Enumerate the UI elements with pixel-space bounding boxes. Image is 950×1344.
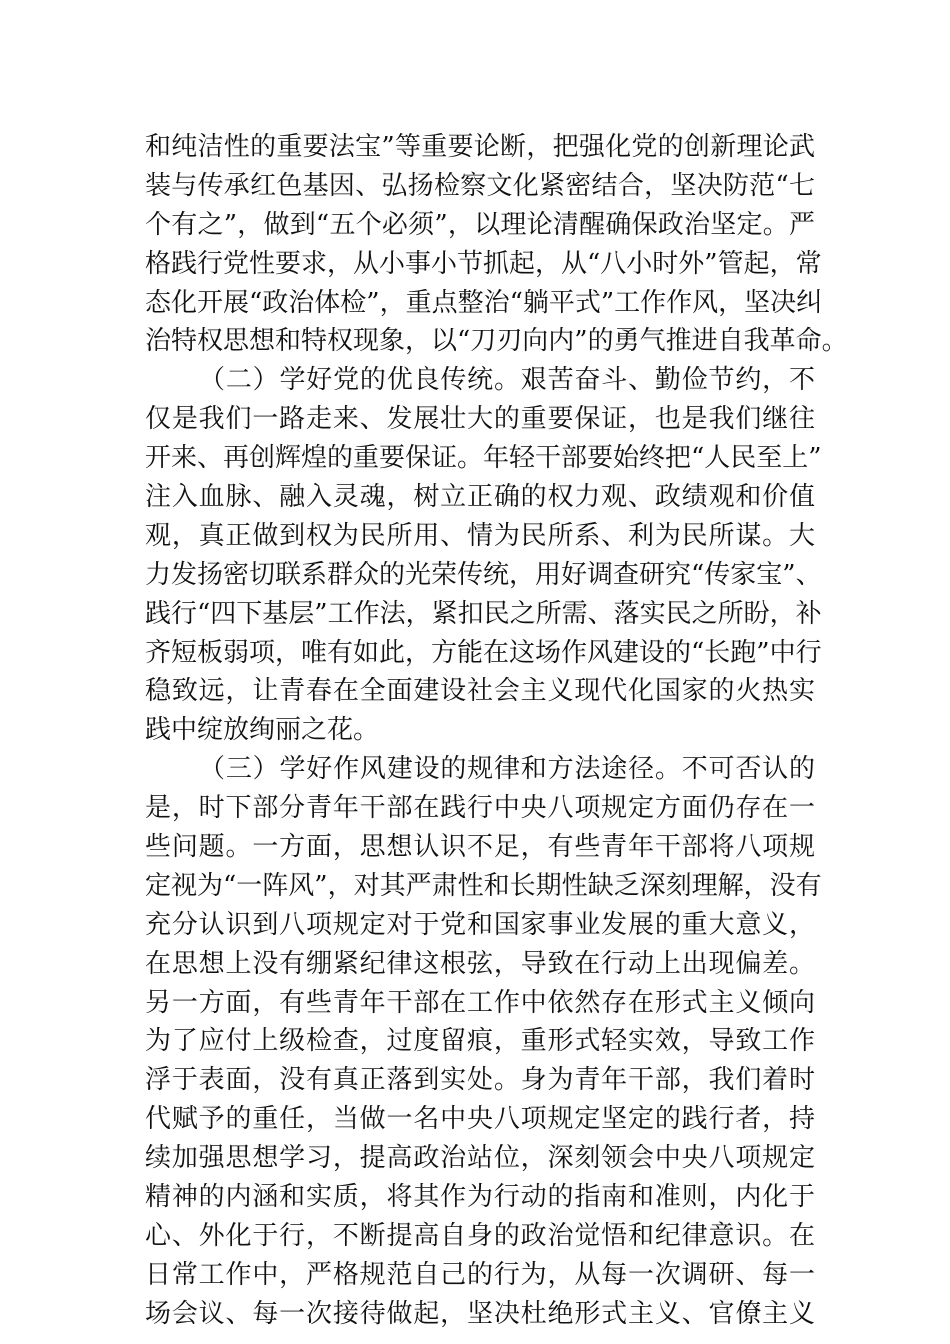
text-line: 态化开展“政治体检”，重点整治“躺平式”工作作风，坚决纠 [145, 287, 823, 318]
text-line: 心、外化于行，不断提高自身的政治觉悟和纪律意识。在 [145, 1220, 815, 1251]
text-line: 践行“四下基层”工作法，紧扣民之所需、落实民之所盼，补 [145, 598, 822, 629]
text-line: 场会议、每一次接待做起，坚决杜绝形式主义、官僚主义 [145, 1298, 815, 1329]
text-line: 精神的内涵和实质，将其作为行动的指南和准则，内化于 [145, 1182, 815, 1213]
text-line: 为了应付上级检查，过度留痕，重形式轻实效，导致工作 [145, 1026, 815, 1057]
text-line: 稳致远，让青春在全面建设社会主义现代化国家的火热实 [145, 676, 815, 707]
body-text [145, 128, 848, 1334]
text-line: 格践行党性要求，从小事小节抓起，从“八小时外”管起，常 [145, 248, 822, 279]
text-line: 齐短板弱项，唯有如此，方能在这场作风建设的“长跑”中行 [145, 637, 822, 668]
text-line: 定视为“一阵风”，对其严肃性和长期性缺乏深刻理解，没有 [145, 870, 822, 901]
text-line: 些问题。一方面，思想认识不足，有些青年干部将八项规 [145, 832, 815, 863]
text-line: 践中绽放绚丽之花。 [145, 715, 380, 746]
text-line: 力发扬密切联系群众的光荣传统，用好调查研究“传家宝”、 [145, 559, 822, 590]
text-line: 在思想上没有绷紧纪律这根弦，导致在行动上出现偏差。 [145, 948, 815, 979]
text-line: 装与传承红色基因、弘扬检察文化紧密结合，坚决防范“七 [145, 170, 815, 201]
text-line: 是，时下部分青年干部在践行中央八项规定方面仍存在一 [145, 793, 815, 824]
section-heading-line: （二）学好党的优良传统。艰苦奋斗、勤俭节约，不 [199, 365, 815, 396]
section-heading-line: （三）学好作风建设的规律和方法途径。不可否认的 [199, 754, 815, 785]
text-line: 个有之”，做到“五个必须”，以理论清醒确保政治坚定。严 [145, 209, 815, 240]
text-line: 开来、再创辉煌的重要保证。年轻干部要始终把“人民至上” [145, 443, 822, 474]
text-line: 注入血脉、融入灵魂，树立正确的权力观、政绩观和价值 [145, 482, 815, 513]
text-line: 续加强思想学习，提高政治站位，深刻领会中央八项规定 [145, 1143, 815, 1174]
text-line: 浮于表面，没有真正落到实处。身为青年干部，我们着时 [145, 1065, 815, 1096]
text-line: 治特权思想和特权现象，以“刀刃向内”的勇气推进自我革命。 [145, 326, 848, 357]
text-line: 另一方面，有些青年干部在工作中依然存在形式主义倾向 [145, 987, 815, 1018]
text-line: 观，真正做到权为民所用、情为民所系、利为民所谋。大 [145, 520, 815, 551]
text-line: 仅是我们一路走来、发展壮大的重要保证，也是我们继往 [145, 404, 815, 435]
text-line: 和纯洁性的重要法宝”等重要论断，把强化党的创新理论武 [145, 132, 815, 162]
text-line: 充分认识到八项规定对于党和国家事业发展的重大意义， [145, 909, 815, 940]
text-line: 日常工作中，严格规范自己的行为，从每一次调研、每一 [145, 1259, 815, 1290]
text-line: 代赋予的重任，当做一名中央八项规定坚定的践行者，持 [145, 1104, 815, 1135]
